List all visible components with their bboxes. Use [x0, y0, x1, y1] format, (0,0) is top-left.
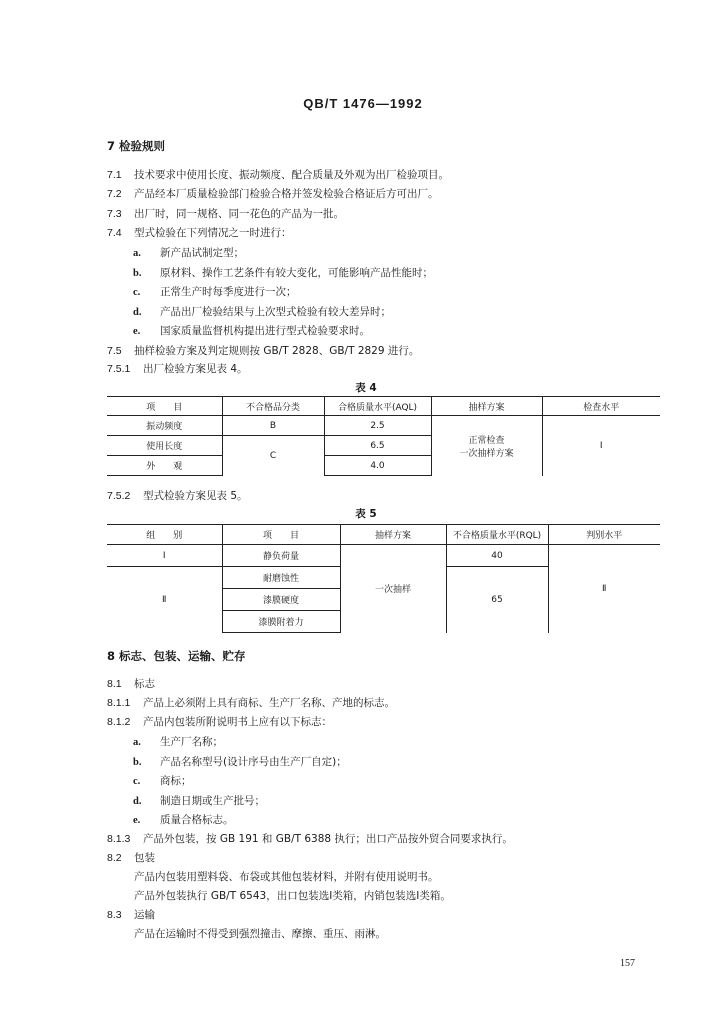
clause-7-5: 7.5 抽样检验方案及判定规则按 GB/T 2828、GB/T 2829 进行。 [107, 345, 420, 357]
table-cell: C [222, 436, 324, 476]
table-header: 项 目 [107, 397, 222, 416]
table-header: 抽样方案 [340, 525, 446, 545]
clause-8-1-3: 8.1.3 产品外包装，按 GB 191 和 GB/T 6388 执行；出口产品按外贸合同要求执行。 [107, 833, 513, 845]
table-cell: Ⅱ [548, 545, 660, 633]
paragraph: 产品外包装执行 GB/T 6543，出口包装选Ⅰ类箱，内销包装选Ⅰ类箱。 [134, 890, 451, 902]
paragraph: 产品内包装用塑料袋、布袋或其他包装材料，并附有使用说明书。 [134, 871, 439, 883]
table-cell: 振动频度 [107, 416, 222, 436]
table-header: 判别水平 [548, 525, 660, 545]
list-item: e. 质量合格标志。 [133, 814, 234, 826]
table-cell: 耐磨蚀性 [222, 567, 340, 589]
section-8-title: 8 标志、包装、运输、贮存 [107, 649, 246, 663]
clause-7-5-1: 7.5.1 出厂检验方案见表 4。 [107, 363, 248, 375]
table-header: 项 目 [222, 525, 340, 545]
paragraph: 产品在运输时不得受到强烈撞击、摩擦、重压、雨淋。 [134, 928, 386, 940]
table-header: 组 别 [107, 525, 222, 545]
page-header: QB/T 1476—1992 [303, 96, 423, 111]
clause-text: 产品经本厂质量检验部门检验合格并签发检验合格证后方可出厂。 [134, 188, 439, 200]
table-header: 不合格质量水平(RQL) [446, 525, 548, 545]
list-item: d. 产品出厂检验结果与上次型式检验有较大差异时； [133, 306, 391, 318]
table-header: 抽样方案 [431, 397, 542, 416]
table-header: 检查水平 [542, 397, 660, 416]
list-item: a. 新产品试制定型； [133, 247, 244, 259]
table-cell: 4.0 [324, 456, 431, 476]
clause-8-1-1: 8.1.1 产品上必须附上具有商标、生产厂名称、产地的标志。 [107, 697, 395, 709]
list-item: b. 原材料、操作工艺条件有较大变化，可能影响产品性能时； [133, 267, 433, 279]
clause-text: 出厂时，同一规格、同一花色的产品为一批。 [134, 208, 344, 220]
clause-8-3: 8.3 运输 [107, 909, 155, 921]
page-number: 157 [620, 958, 635, 969]
table-cell: 2.5 [324, 416, 431, 436]
table-cell: 漆膜附着力 [222, 611, 340, 633]
clause-8-2: 8.2 包装 [107, 852, 155, 864]
list-item: c. 商标； [133, 775, 192, 787]
table-cell: 漆膜硬度 [222, 589, 340, 611]
clause-text: 型式检验在下列情况之一时进行： [134, 227, 292, 239]
table-cell: 6.5 [324, 436, 431, 456]
clause-7-4 [107, 225, 292, 240]
table-5-caption: 表 5 [355, 508, 377, 520]
list-item: a. 生产厂名称； [133, 736, 223, 748]
clause-8-1: 8.1 标志 [107, 678, 155, 690]
table-cell: 使用长度 [107, 436, 222, 456]
list-item: c. 正常生产时每季度进行一次； [133, 286, 297, 298]
clause-7-1 [107, 167, 449, 182]
section-7-title: 7 检验规则 [107, 139, 166, 153]
table-cell: 静负荷量 [222, 545, 340, 567]
table-cell: 正常检查 一次抽样方案 [431, 416, 542, 476]
clause-number: 7.3 [107, 208, 122, 220]
clause-8-1-2: 8.1.2 产品内包装所附说明书上应有以下标志： [107, 716, 332, 728]
table-cell: 外 观 [107, 456, 222, 476]
table-5 [107, 524, 660, 633]
clause-7-3 [107, 206, 344, 221]
table-cell: Ⅰ [107, 545, 222, 567]
table-header: 合格质量水平(AQL) [324, 397, 431, 416]
table-4-caption: 表 4 [355, 382, 377, 394]
clause-number: 7.2 [107, 188, 122, 200]
list-item: b. 产品名称型号(设计序号由生产厂自定)； [133, 756, 347, 768]
clause-text: 技术要求中使用长度、振动频度、配合质量及外观为出厂检验项目。 [134, 169, 449, 181]
table-cell: Ⅱ [162, 594, 167, 605]
clause-7-2 [107, 186, 439, 201]
list-item: e. 国家质量监督机构提出进行型式检验要求时。 [133, 325, 370, 337]
table-cell: 65 [446, 567, 548, 633]
list-item: d. 制造日期或生产批号； [133, 795, 265, 807]
table-cell: 40 [446, 545, 548, 567]
clause-number: 7.4 [107, 227, 122, 239]
table-cell: 一次抽样 [340, 545, 446, 633]
clause-7-5-2: 7.5.2 型式检验方案见表 5。 [107, 490, 248, 502]
table-cell: Ⅰ [542, 416, 660, 476]
clause-number: 7.1 [107, 169, 122, 181]
table-4 [107, 396, 660, 476]
table-header: 不合格品分类 [222, 397, 324, 416]
table-cell: B [222, 416, 324, 436]
